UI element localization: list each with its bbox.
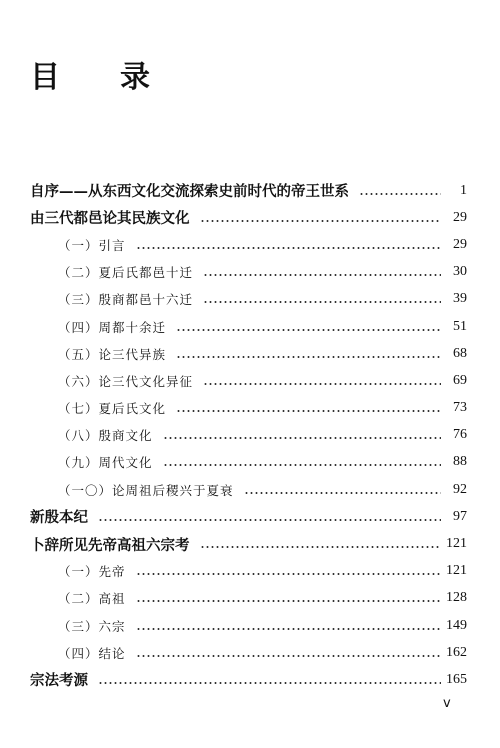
toc-entry-page: 165 bbox=[446, 671, 467, 687]
toc-subentry bbox=[30, 259, 467, 286]
toc-subentry-title: （五）论三代异族 bbox=[58, 345, 172, 363]
toc-subentry-page: 51 bbox=[453, 318, 467, 334]
toc-entry-title: 宗法考源 bbox=[30, 669, 94, 690]
toc-subentry-page: 76 bbox=[453, 427, 467, 443]
toc-entry bbox=[30, 177, 467, 204]
table-of-contents bbox=[30, 177, 467, 694]
dot-leader bbox=[136, 600, 441, 602]
dot-leader bbox=[98, 682, 441, 684]
dot-leader bbox=[163, 437, 441, 439]
toc-entry-page: 1 bbox=[460, 182, 467, 198]
toc-subentry bbox=[30, 313, 467, 340]
dot-leader bbox=[136, 247, 441, 249]
page-title: 目 录 bbox=[30, 60, 150, 95]
toc-entry-title: 卜辞所见先帝高祖六宗考 bbox=[30, 534, 196, 555]
toc-subentry bbox=[30, 231, 467, 258]
dot-leader bbox=[359, 193, 441, 195]
toc-subentry-title: （七）夏后氏文化 bbox=[58, 399, 172, 417]
toc-entry-title: 自序——从东西文化交流探索史前时代的帝王世系 bbox=[30, 180, 355, 201]
toc-subentry-title: （三）殷商都邑十六迁 bbox=[58, 290, 199, 308]
toc-entry bbox=[30, 530, 467, 557]
dot-leader bbox=[203, 301, 441, 303]
dot-leader bbox=[176, 329, 441, 331]
toc-subentry-title: （二）夏后氏都邑十迁 bbox=[58, 263, 199, 281]
toc-subentry-page: 149 bbox=[446, 617, 467, 633]
toc-entry-title: 新殷本纪 bbox=[30, 506, 94, 527]
toc-subentry bbox=[30, 422, 467, 449]
dot-leader bbox=[176, 410, 441, 412]
toc-subentry-title: （九）周代文化 bbox=[58, 453, 159, 471]
toc-subentry-page: 121 bbox=[446, 563, 467, 579]
dot-leader bbox=[136, 655, 441, 657]
toc-entry bbox=[30, 204, 467, 231]
toc-subentry-page: 68 bbox=[453, 345, 467, 361]
toc-entry-page: 121 bbox=[446, 536, 467, 552]
toc-subentry bbox=[30, 286, 467, 313]
toc-subentry-page: 29 bbox=[453, 236, 467, 252]
toc-subentry-page: 39 bbox=[453, 291, 467, 307]
toc-subentry-title: （一〇）论周祖后稷兴于夏衰 bbox=[58, 481, 240, 499]
toc-subentry-title: （四）结论 bbox=[58, 644, 132, 662]
toc-subentry bbox=[30, 395, 467, 422]
toc-subentry-title: （四）周都十余迁 bbox=[58, 318, 172, 336]
toc-subentry-title: （一）先帝 bbox=[58, 562, 132, 580]
toc-subentry bbox=[30, 476, 467, 503]
dot-leader bbox=[136, 628, 441, 630]
toc-entry bbox=[30, 666, 467, 693]
toc-subentry bbox=[30, 449, 467, 476]
toc-subentry bbox=[30, 639, 467, 666]
toc-subentry-title: （三）六宗 bbox=[58, 617, 132, 635]
toc-subentry-title: （二）高祖 bbox=[58, 589, 132, 607]
toc-subentry-page: 88 bbox=[453, 454, 467, 470]
toc-subentry bbox=[30, 340, 467, 367]
dot-leader bbox=[203, 274, 441, 276]
dot-leader bbox=[98, 519, 441, 521]
toc-subentry-page: 30 bbox=[453, 264, 467, 280]
toc-subentry bbox=[30, 585, 467, 612]
toc-subentry-title: （六）论三代文化异征 bbox=[58, 372, 199, 390]
dot-leader bbox=[176, 356, 441, 358]
toc-entry-page: 97 bbox=[453, 508, 467, 524]
toc-subentry bbox=[30, 558, 467, 585]
toc-entry-title: 由三代都邑论其民族文化 bbox=[30, 207, 196, 228]
dot-leader bbox=[200, 220, 442, 222]
toc-subentry-page: 92 bbox=[453, 481, 467, 497]
toc-subentry-page: 128 bbox=[446, 590, 467, 606]
toc-subentry-title: （八）殷商文化 bbox=[58, 426, 159, 444]
page-folio: v bbox=[443, 696, 451, 711]
toc-subentry-page: 69 bbox=[453, 372, 467, 388]
toc-entry bbox=[30, 503, 467, 530]
dot-leader bbox=[136, 573, 441, 575]
toc-subentry-title: （一）引言 bbox=[58, 236, 132, 254]
toc-subentry bbox=[30, 367, 467, 394]
toc-subentry-page: 73 bbox=[453, 400, 467, 416]
dot-leader bbox=[244, 492, 441, 494]
dot-leader bbox=[163, 464, 441, 466]
dot-leader bbox=[200, 546, 442, 548]
dot-leader bbox=[203, 383, 441, 385]
toc-subentry-page: 162 bbox=[446, 644, 467, 660]
toc-subentry bbox=[30, 612, 467, 639]
toc-entry-page: 29 bbox=[453, 209, 467, 225]
